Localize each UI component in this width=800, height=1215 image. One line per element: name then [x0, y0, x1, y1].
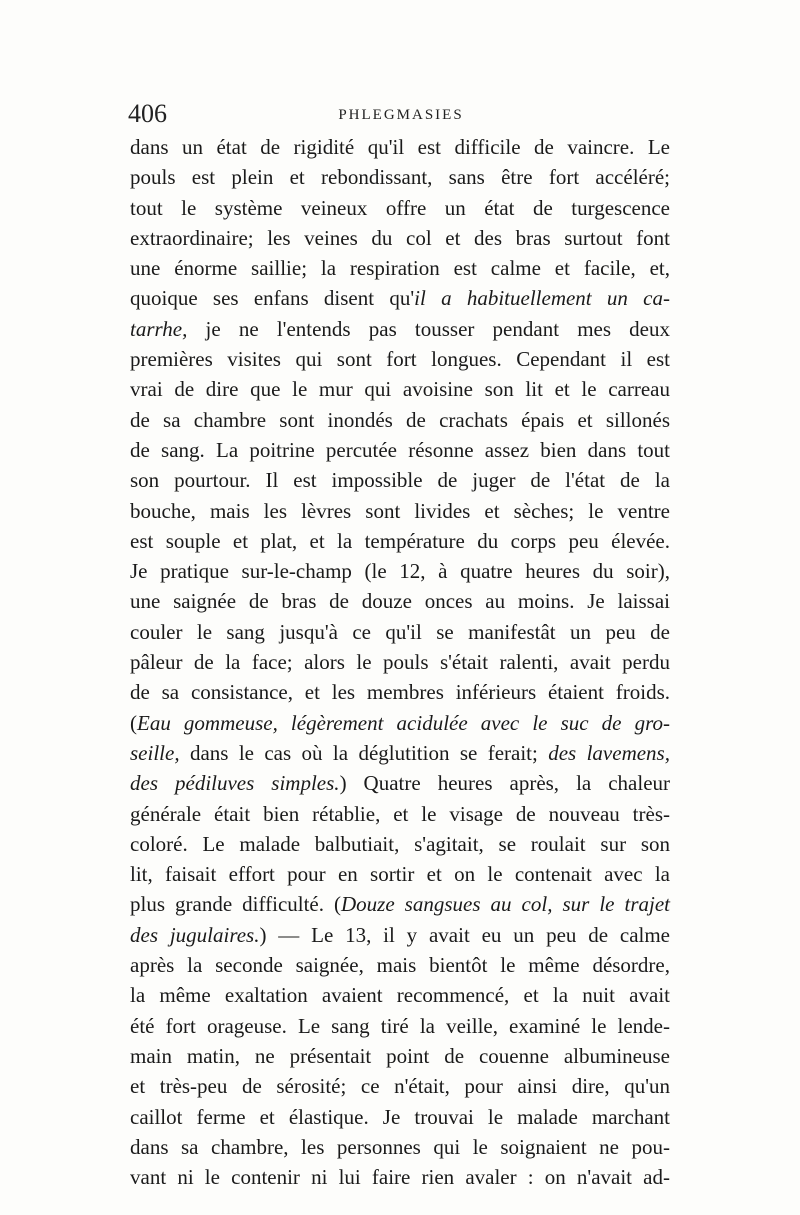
text-line: [130, 617, 670, 647]
text-line: [130, 1132, 670, 1162]
text-line: [130, 647, 670, 677]
text-line: [130, 708, 670, 738]
text-segment: de sa chambre sont inondés de crachats épais et sillonés: [130, 407, 670, 432]
text-line: [130, 435, 670, 465]
text-line: [130, 1102, 670, 1132]
text-segment: et très-peu de sérosité; ce n'était, pour ainsi dire, qu'un: [130, 1074, 670, 1099]
page-number: 406: [128, 99, 167, 128]
text-segment: de sang. La poitrine percutée résonne assez bien dans tout: [130, 437, 670, 462]
text-line: [130, 1071, 670, 1101]
italic-text-segment: Douze sangsues au col, sur le trajet: [341, 892, 670, 917]
text-line: [130, 950, 670, 980]
text-line: [130, 829, 670, 859]
text-line: [130, 738, 670, 768]
text-segment: ) Quatre heures après, la chaleur: [339, 771, 671, 796]
text-line: [130, 677, 670, 707]
text-line: [130, 859, 670, 889]
italic-text-segment: des lavemens,: [548, 740, 670, 765]
text-line: [130, 980, 670, 1010]
text-line: [130, 1041, 670, 1071]
text-line: [130, 496, 670, 526]
text-segment: est souple et plat, et la température du corps peu élevée.: [130, 528, 670, 553]
text-segment: plus grande difficulté. (: [130, 892, 342, 917]
text-segment: main matin, ne présentait point de couenne albumineuse: [130, 1043, 670, 1068]
text-segment: pâleur de la face; alors le pouls s'était ralenti, avait perdu: [130, 650, 670, 675]
text-segment: une saignée de bras de douze onces au moins. Je laissai: [130, 589, 670, 614]
text-line: [130, 405, 670, 435]
text-segment: dans un état de rigidité qu'il est difficile de vaincre. Le: [130, 135, 670, 159]
text-line: [130, 799, 670, 829]
text-segment: dans sa chambre, les personnes qui le soignaient ne pou-: [130, 1134, 670, 1159]
text-line: [130, 768, 670, 798]
italic-text-segment: il a habituellement un ca-: [414, 286, 670, 311]
text-line: [130, 344, 670, 374]
text-segment: tout le système veineux offre un état de turgescence: [130, 195, 670, 220]
italic-text-segment: seille,: [130, 740, 180, 765]
text-line: [130, 223, 670, 253]
italic-text-segment: des jugulaires.: [130, 922, 260, 947]
text-line: [130, 920, 670, 950]
text-segment: coloré. Le malade balbutiait, s'agitait, se roulait sur son: [130, 831, 670, 856]
text-line: [130, 314, 670, 344]
page-header: [128, 100, 674, 128]
text-line: [130, 586, 670, 616]
text-segment: bouche, mais les lèvres sont livides et sèches; le ventre: [130, 498, 670, 523]
text-line: [130, 889, 670, 919]
text-segment: été fort orageuse. Le sang tiré la veille, examiné le lende-: [130, 1013, 670, 1038]
text-segment: vant ni le contenir ni lui faire rien avaler : on n'avait ad-: [130, 1165, 670, 1190]
text-line: [130, 162, 670, 192]
text-line: [130, 283, 670, 313]
text-segment: après la seconde saignée, mais bientôt le même désordre,: [130, 953, 670, 978]
text-segment: caillot ferme et élastique. Je trouvai le malade marchant: [130, 1104, 670, 1129]
text-segment: la même exaltation avaient recommencé, et la nuit avait: [130, 983, 670, 1008]
text-line: [130, 465, 670, 495]
text-line: [130, 193, 670, 223]
body-text: [130, 132, 670, 1192]
text-segment: son pourtour. Il est impossible de juger de l'état de la: [130, 468, 670, 493]
text-segment: dans le cas où la déglutition se ferait;: [179, 740, 549, 765]
text-line: [130, 374, 670, 404]
text-segment: lit, faisait effort pour en sortir et on le contenait avec la: [130, 862, 670, 887]
text-segment: ) — Le 13, il y avait eu un peu de calme: [259, 922, 670, 947]
text-segment: extraordinaire; les veines du col et des bras surtout font: [130, 225, 670, 250]
text-segment: de sa consistance, et les membres inférieurs étaient froids.: [130, 680, 670, 705]
text-segment: je ne l'entends pas tousser pendant mes deux: [187, 316, 670, 341]
text-line: [130, 1011, 670, 1041]
text-line: [130, 132, 670, 162]
text-segment: (: [130, 710, 137, 735]
text-segment: pouls est plein et rebondissant, sans être fort accéléré;: [130, 165, 670, 190]
text-line: [130, 253, 670, 283]
text-segment: une énorme saillie; la respiration est calme et facile, et,: [130, 256, 670, 281]
italic-text-segment: Eau gommeuse, légèrement acidulée avec le suc de gro-: [137, 710, 670, 735]
text-line: [130, 1162, 670, 1192]
italic-text-segment: des pédiluves simples.: [130, 771, 340, 796]
running-title: PHLEGMASIES: [338, 107, 464, 123]
text-line: [130, 526, 670, 556]
text-segment: Je pratique sur-le-champ (le 12, à quatre heures du soir),: [130, 559, 670, 584]
text-line: [130, 556, 670, 586]
text-segment: générale était bien rétablie, et le visage de nouveau très-: [130, 801, 670, 826]
italic-text-segment: tarrhe,: [130, 316, 188, 341]
text-segment: couler le sang jusqu'à ce qu'il se manifestât un peu de: [130, 619, 670, 644]
text-segment: vrai de dire que le mur qui avoisine son lit et le carreau: [130, 377, 670, 402]
text-segment: quoique ses enfans disent qu': [130, 286, 415, 311]
text-segment: premières visites qui sont fort longues. Cependant il est: [130, 347, 670, 372]
